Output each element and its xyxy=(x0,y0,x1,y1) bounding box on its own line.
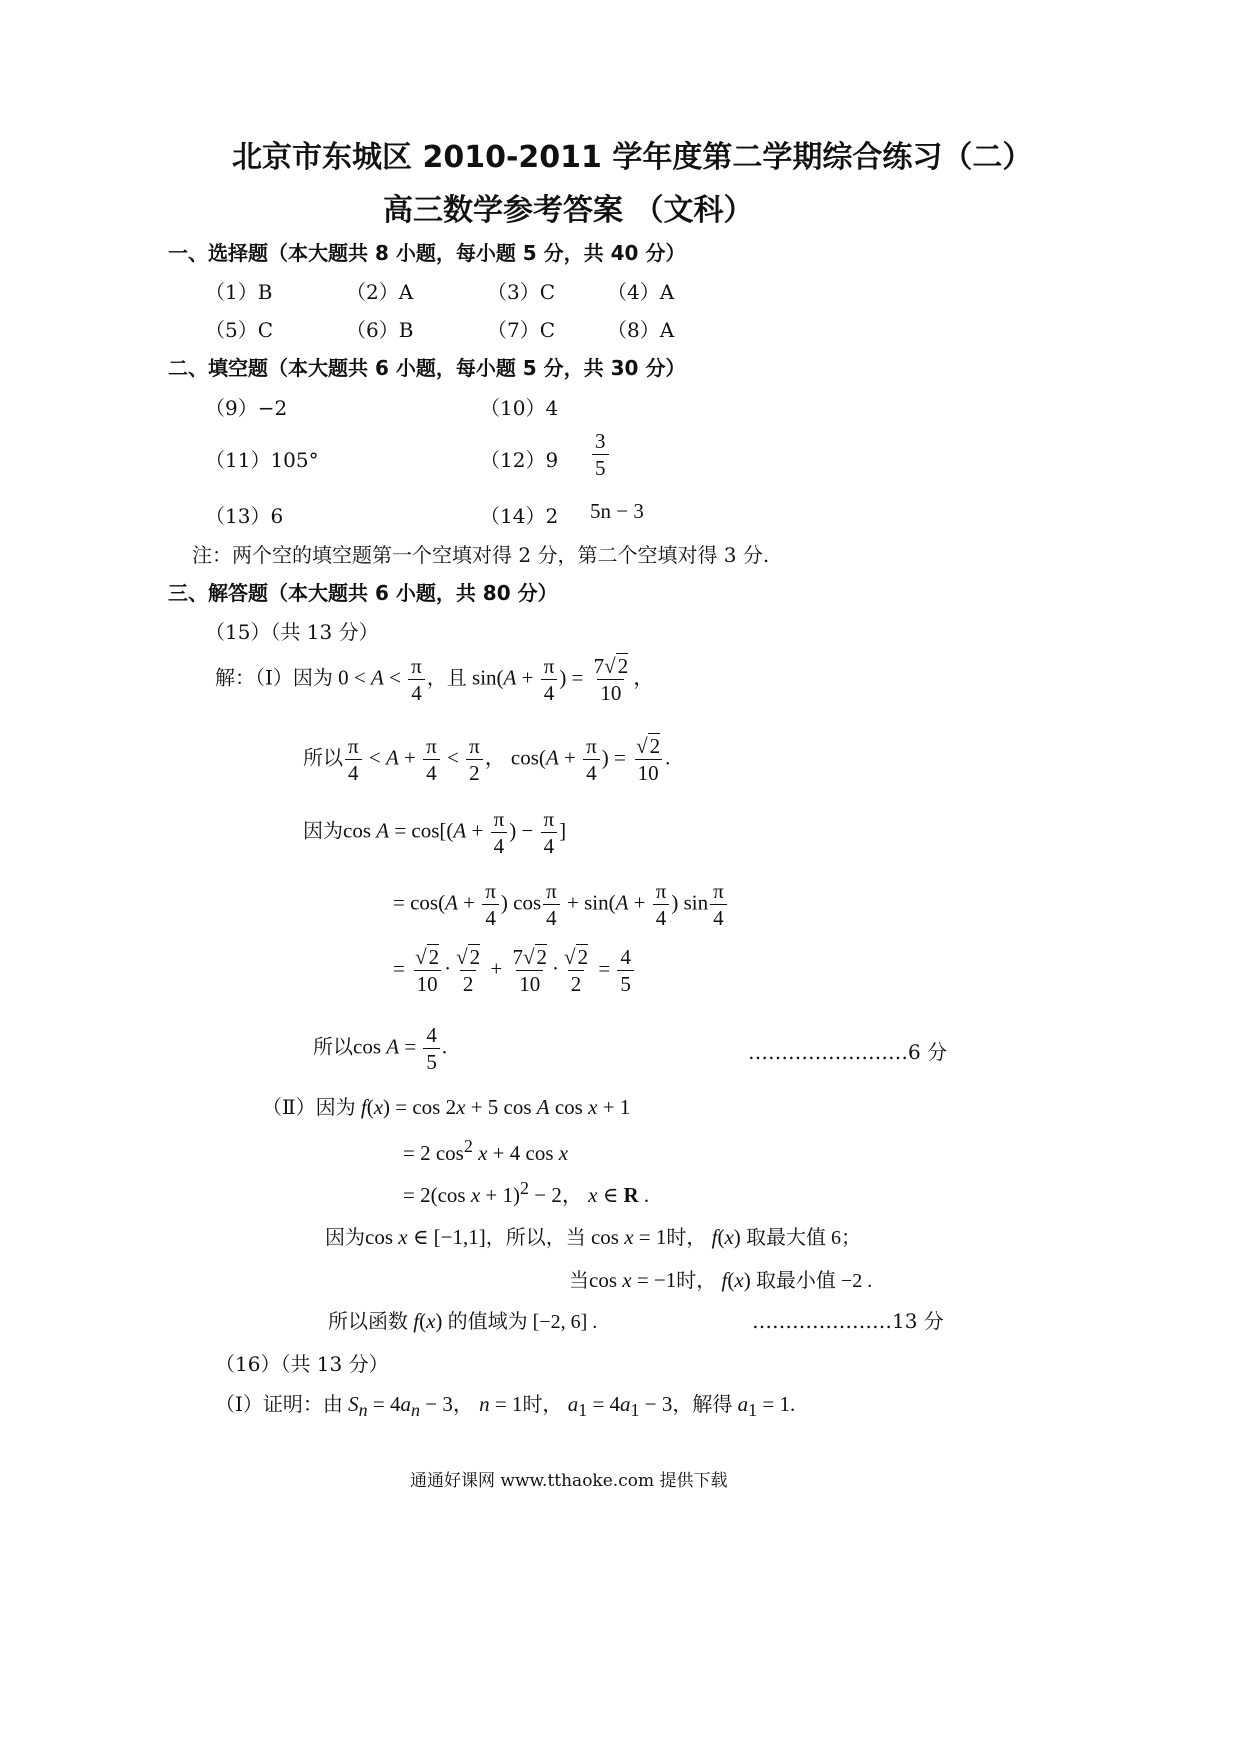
q15-line-3: 因为cos A = cos[(A + $\frac{\pi}{4}$ ) − $\frac{\pi}{4}$ ] xyxy=(303,807,567,859)
footer-credit: 通通好课网 www.tthaoke.com 提供下载 xyxy=(410,1471,728,1491)
blank-14-second: 5n − 3 xyxy=(590,499,644,523)
q16-line-1: （Ⅰ）证明：由 $S_n = 4a_n - 3$， n = 1时， $a_1 = 4a_1 - 3$，解得 $a_1 = 1$. xyxy=(215,1392,796,1421)
blank-12: （12）9 xyxy=(480,448,559,472)
score-13: …………………13 分 xyxy=(752,1309,944,1333)
q15-part2-line-5: 当cos x = −1时， f(x) 取最小值 −2 . xyxy=(569,1268,873,1292)
blank-12-fraction: $\frac{3}{5}$ xyxy=(590,430,611,479)
section-1-heading: 一、选择题（本大题共 8 小题，每小题 5 分，共 40 分） xyxy=(168,241,686,265)
q15-part2-line-2: = 2 $\cos^2 x + 4$ cos x xyxy=(403,1136,569,1165)
answer-8: （8）A xyxy=(607,318,675,342)
q16-label: （16）（共 13 分） xyxy=(215,1352,389,1376)
page-subtitle: 高三数学参考答案 （文科） xyxy=(383,193,754,228)
q15-part2-line-4: 因为cos x ∈ [−1,1]，所以，当 cos x = 1时， f(x) 取最大值 6； xyxy=(325,1225,862,1249)
answer-2: （2）A xyxy=(346,280,414,304)
q15-line-5: = $\frac{√2}{10}$ · $\frac{√2}{2}$ + $\frac{7√2}{10}$ · $\frac{√2}{2}$ = $\frac{4}{5}$ xyxy=(393,946,636,995)
answer-6: （6）B xyxy=(346,318,414,342)
answer-7: （7）C xyxy=(487,318,556,342)
blank-11: （11）105° xyxy=(205,448,319,472)
scoring-note: 注：两个空的填空题第一个空填对得 2 分，第二个空填对得 3 分. xyxy=(192,543,770,567)
score-6: ……………………6 分 xyxy=(748,1040,948,1064)
section-3-heading: 三、解答题（本大题共 6 小题，共 80 分） xyxy=(168,581,558,605)
blank-14: （14）2 xyxy=(480,504,559,528)
blank-10: （10）4 xyxy=(480,396,559,420)
answer-1: （1）B xyxy=(205,280,273,304)
q15-line-6: 所以cos A = $\frac{4}{5}$ . xyxy=(313,1023,448,1075)
q15-line-4: = cos(A + $\frac{\pi}{4}$ ) cos $\frac{\pi}{4}$ + sin(A + $\frac{\pi}{4}$ ) sin $\frac{\pi}{4}$ xyxy=(393,880,729,929)
q15-label: （15）（共 13 分） xyxy=(205,620,379,644)
blank-13: （13）6 xyxy=(205,504,284,528)
q15-line-1: 解：（Ⅰ）因为 0 < A < $\frac{\pi}{4}$ ，且 sin(A + $\frac{\pi}{4}$ ) = $\frac{7√2}{10}$ ， xyxy=(215,654,655,706)
q15-part2-line-1: （Ⅱ）因为 f(x) = cos 2x + 5 cos A cos x + 1 xyxy=(262,1095,631,1119)
answer-4: （4）A xyxy=(607,280,675,304)
q15-part2-line-6: 所以函数 f(x) 的值域为 [−2, 6] . xyxy=(328,1309,598,1333)
answer-5: （5）C xyxy=(205,318,274,342)
answer-3: （3）C xyxy=(487,280,556,304)
page-title: 北京市东城区 2010-2011 学年度第二学期综合练习（二） xyxy=(232,140,1033,175)
q15-line-2: 所以 $\frac{\pi}{4}$ < A + $\frac{\pi}{4}$ < $\frac{\pi}{2}$ ， cos(A + $\frac{\pi}{4}$ ) = $\frac{√2}{10}$ . xyxy=(303,734,671,786)
section-2-heading: 二、填空题（本大题共 6 小题，每小题 5 分，共 30 分） xyxy=(168,356,686,380)
q15-part2-line-3: = 2(cos x + 1)$^2$ − 2， x ∈ R . xyxy=(403,1178,650,1207)
blank-9: （9）−2 xyxy=(205,396,288,420)
